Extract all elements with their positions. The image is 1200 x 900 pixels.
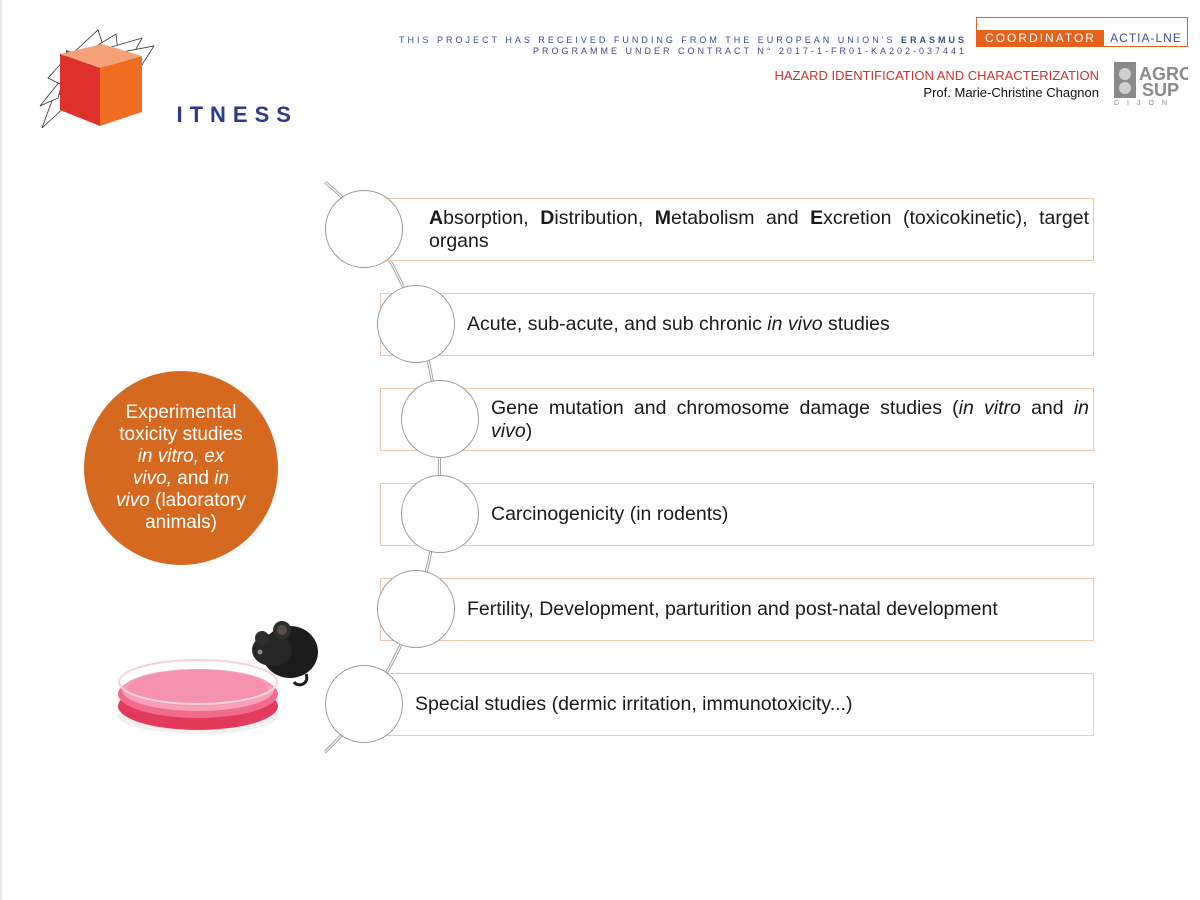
study-text-segment: in vivo xyxy=(491,396,1089,442)
section-title: HAZARD IDENTIFICATION AND CHARACTERIZATION xyxy=(774,68,1099,83)
study-text-segment: Carcinogenicity (in rodents) xyxy=(491,503,729,525)
study-item-6 xyxy=(380,673,1094,736)
study-text-segment: in vivo xyxy=(767,313,823,335)
study-item-text xyxy=(429,199,1089,260)
study-text-segment: Gene mutation and chromosome damage studies ( xyxy=(491,396,959,419)
agrosup-line3: DIJON xyxy=(1114,100,1175,106)
logo-wordmark xyxy=(156,102,298,128)
study-item-1 xyxy=(380,198,1094,261)
mouse-icon xyxy=(252,621,318,685)
agrosup-line1: AGRO xyxy=(1139,64,1188,84)
left-edge-line xyxy=(0,0,2,900)
study-text-segment: etabolism and xyxy=(671,206,811,229)
funding-line-2: PROGRAMME UNDER CONTRACT N° 2017-1-FR01-KA202-037441 xyxy=(532,46,967,56)
study-item-text xyxy=(491,389,1089,450)
timeline-node-3 xyxy=(401,380,479,458)
study-text-segment: in vitro xyxy=(958,396,1021,419)
study-text-segment: studies xyxy=(822,313,890,335)
funding-line-1: THIS PROJECT HAS RECEIVED FUNDING FROM THE EUROPEAN UNION'S xyxy=(399,35,896,45)
funding-statement xyxy=(399,35,967,57)
study-item-5 xyxy=(380,578,1094,641)
petri-dish-mouse-image xyxy=(110,612,330,737)
logo-letters-rest: ITNESS xyxy=(176,102,298,127)
timeline-node-5 xyxy=(377,570,455,648)
study-text-segment: Fertility, Development, parturition and post-natal development xyxy=(467,598,998,620)
study-text-segment: M xyxy=(654,206,672,229)
study-item-text xyxy=(467,294,1089,355)
coordinator-badge xyxy=(976,17,1188,47)
study-item-text xyxy=(491,484,1089,545)
timeline-node-2 xyxy=(377,285,455,363)
fitness-logo xyxy=(38,28,298,138)
study-text-segment: D xyxy=(540,206,555,229)
study-text-segment: bsorption, xyxy=(443,206,541,229)
study-text-segment: Acute, sub-acute, and sub chronic xyxy=(467,313,768,335)
experimental-studies-circle: Experimental toxicity studies in vitro, ex vivo, and in vivo (laboratory animals) xyxy=(84,371,278,565)
study-item-text xyxy=(467,579,1089,640)
study-text-segment: and xyxy=(1020,396,1074,419)
timeline-node-4 xyxy=(401,475,479,553)
agrosup-line2: SUP xyxy=(1142,80,1180,100)
coordinator-org: ACTIA-LNE xyxy=(1110,31,1182,45)
study-item-4 xyxy=(380,483,1094,546)
author-name: Prof. Marie-Christine Chagnon xyxy=(923,85,1099,100)
study-text-segment: istribution, xyxy=(554,206,655,229)
study-text-segment: E xyxy=(810,206,824,229)
study-text-segment: A xyxy=(429,206,444,229)
study-item-text xyxy=(415,674,1089,735)
study-text-segment: ) xyxy=(525,419,533,442)
study-item-2 xyxy=(380,293,1094,356)
coordinator-label: COORDINATOR xyxy=(977,30,1104,47)
timeline-node-1 xyxy=(325,190,403,268)
logo-letter-f: F xyxy=(156,102,177,127)
timeline-node-6 xyxy=(325,665,403,743)
study-item-3 xyxy=(380,388,1094,451)
agrosup-logo xyxy=(1112,60,1188,106)
study-text-segment: Special studies (dermic irritation, immunotoxicity...) xyxy=(415,693,853,715)
funding-erasmus: ERASMUS xyxy=(900,35,967,45)
study-text-segment: xcretion (toxicokinetic), target organs xyxy=(429,206,1089,252)
